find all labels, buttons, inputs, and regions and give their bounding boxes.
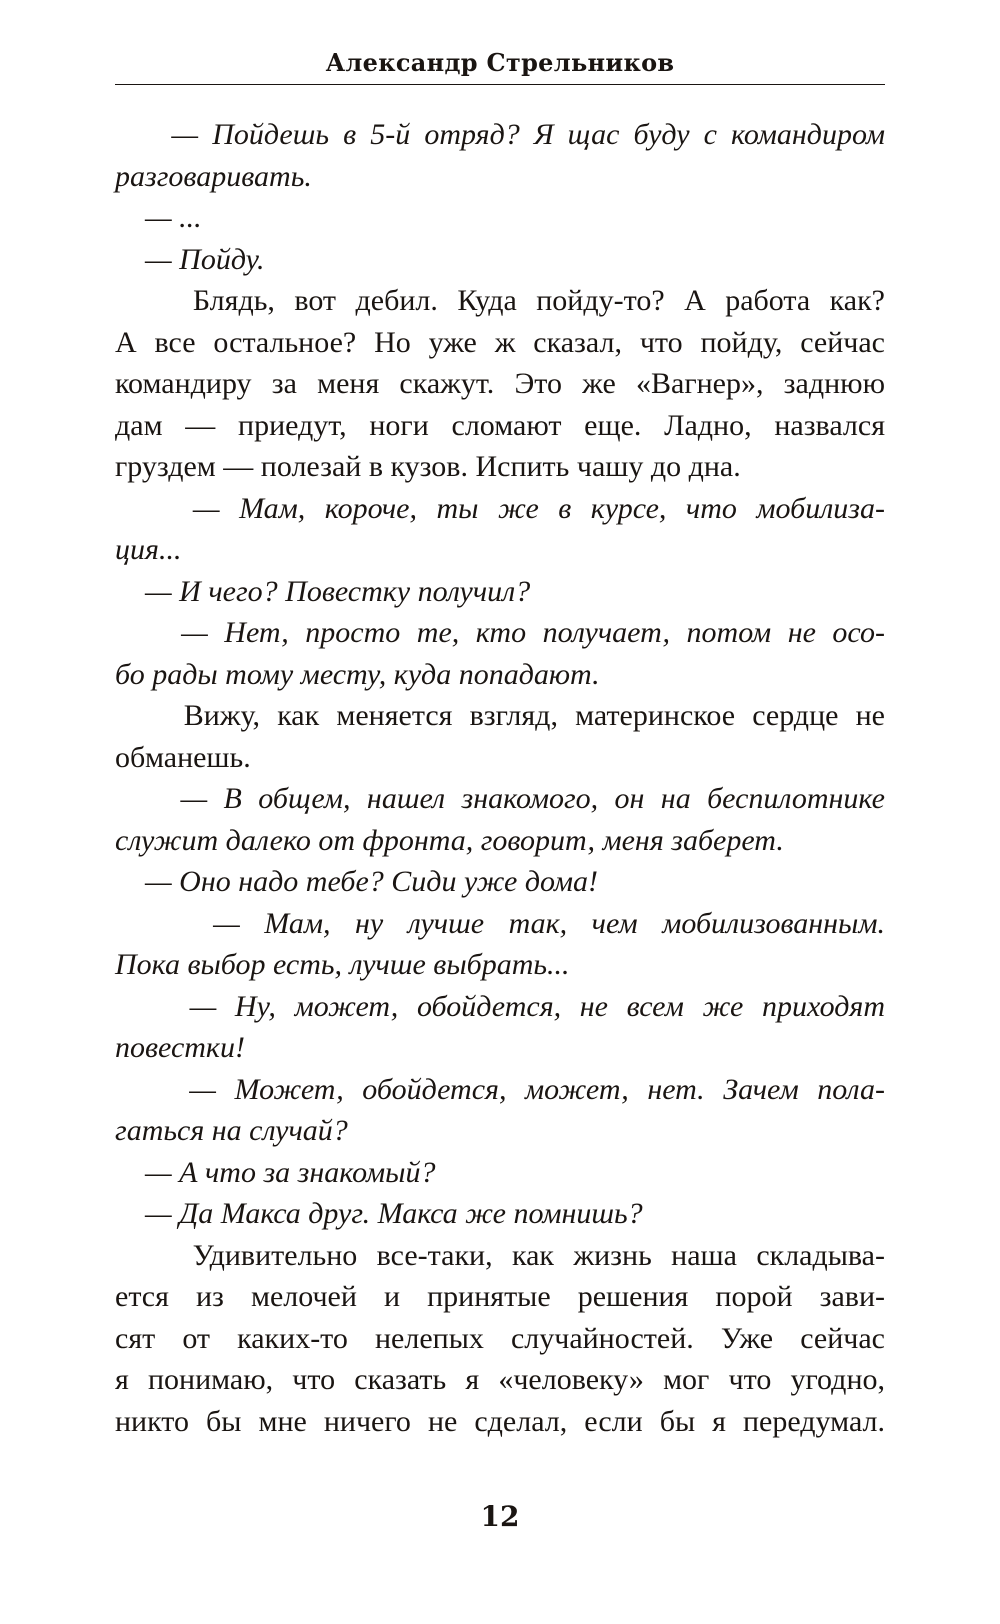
dialogue-line: — Да Макса друг. Макса же помнишь? xyxy=(115,1197,643,1230)
dialogue-line: — Пойдешь в 5-й отряд? Я щас буду с командиром xyxy=(115,118,885,151)
page-number: 12 xyxy=(480,1500,520,1533)
dialogue-line: — И чего? Повестку получил? xyxy=(115,574,531,608)
dialogue-line: гаться на случай? xyxy=(115,1114,348,1147)
running-head-author: Александр Стрельников xyxy=(325,48,675,77)
narrative-line: груздем — полезай в кузов. Испить чашу до дна. xyxy=(115,450,741,483)
body-text xyxy=(115,114,885,1442)
narrative-line: Блядь, вот дебил. Куда пойду-то? А работа как? xyxy=(115,284,885,317)
dialogue-line: — Ну, может, обойдется, не всем же приходят xyxy=(115,989,885,1023)
narrative-line: я понимаю, что сказать я «человеку» мог что угодно, xyxy=(115,1363,885,1396)
narrative-line: дам — приедут, ноги сломают еще. Ладно, назвался xyxy=(115,408,885,442)
dialogue-line: бо рады тому месту, куда попадают. xyxy=(115,657,600,691)
narrative-line: обманешь. xyxy=(115,740,251,774)
dialogue-line: Пока выбор есть, лучше выбрать... xyxy=(115,948,570,981)
dialogue-line: — Мам, ну лучше так, чем мобилизованным. xyxy=(115,906,885,940)
dialogue-line: повестки! xyxy=(115,1031,245,1064)
dialogue-line: разговаривать. xyxy=(115,159,312,193)
narrative-line: никто бы мне ничего не сделал, если бы я передумал. xyxy=(115,1404,885,1438)
dialogue-line: служит далеко от фронта, говорит, меня заберет. xyxy=(115,823,784,857)
dialogue-line: ция... xyxy=(115,533,182,566)
dialogue-line: — Оно надо тебе? Сиди уже дома! xyxy=(115,865,599,898)
dialogue-line: — В общем, нашел знакомого, он на беспилотнике xyxy=(115,782,885,815)
dialogue-line: — Может, обойдется, может, нет. Зачем пола- xyxy=(115,1072,885,1106)
header-rule xyxy=(115,84,885,85)
narrative-line: сят от каких-то нелепых случайностей. Уже сейчас xyxy=(115,1321,885,1355)
narrative-line: Удивительно все-таки, как жизнь наша складыва- xyxy=(115,1238,885,1272)
dialogue-line: — Пойду. xyxy=(115,242,265,276)
narrative-line: ется из мелочей и принятые решения порой зави- xyxy=(115,1280,885,1313)
dialogue-line: — ... xyxy=(115,201,202,234)
narrative-line: А все остальное? Но уже ж сказал, что пойду, сейчас xyxy=(115,325,885,359)
dialogue-line: — А что за знакомый? xyxy=(115,1155,436,1189)
narrative-line: Вижу, как меняется взгляд, материнское сердце не xyxy=(115,699,885,732)
narrative-line: командиру за меня скажут. Это же «Вагнер», заднюю xyxy=(115,367,885,400)
dialogue-line: — Нет, просто те, кто получает, потом не осо- xyxy=(115,616,885,649)
dialogue-line: — Мам, короче, ты же в курсе, что мобилиза- xyxy=(115,491,885,525)
